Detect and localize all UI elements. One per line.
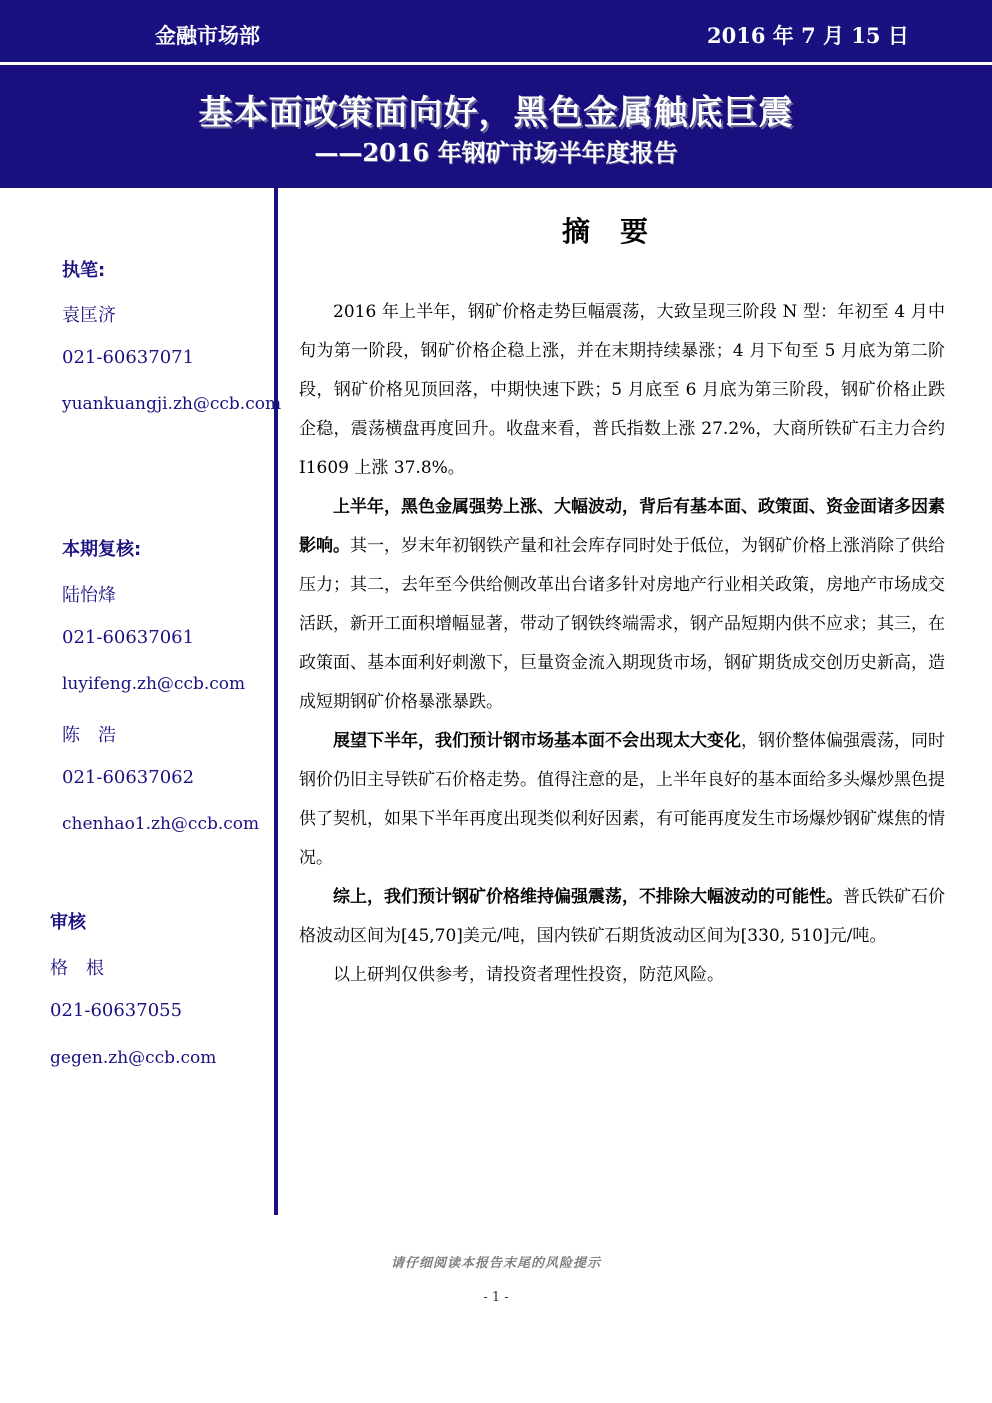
review-heading: 本期复核: <box>62 539 142 560</box>
page-number: - 1 - <box>483 1290 509 1305</box>
paragraph-3-lead: 展望下半年，我们预计钢市场基本面不会出现太大变化 <box>333 731 741 751</box>
paragraph-4-lead: 综上，我们预计钢矿价格维持偏强震荡，不排除大幅波动的可能性。 <box>333 887 843 907</box>
paragraph-2-text: 其一，岁末年初钢铁产量和社会库存同时处于低位，为钢矿价格上涨消除了供给压力；其二，去年至今供给侧改革出台诸多针对房地产行业相关政策，房地产市场成交活跃，新开工面积增幅显著，带动了钢铁终端需求，钢产品短期内供不应求；其三，在政策面、基本面利好刺激下，巨量资金流入期现货市场，钢矿期货成交创历史新高，造成短期钢矿价格暴涨暴跌。 <box>299 536 945 712</box>
reviewer2-email: chenhao1.zh@ccb.com <box>62 814 260 834</box>
report-subtitle: ——2016 年钢矿市场半年度报告 <box>314 138 678 167</box>
author-phone: 021-60637071 <box>62 347 195 368</box>
paragraph-3-text: ，钢价整体偏强震荡，同时钢价仍旧主导铁矿石价格走势。值得注意的是，上半年良好的基本面给多头爆炒黑色提供了契机，如果下半年再度出现类似利好因素，有可能再度发生市场爆炒钢矿煤焦的情况。 <box>299 731 945 868</box>
abstract-body <box>299 293 945 995</box>
audit-heading: 审核 <box>50 912 86 933</box>
paragraph-4 <box>299 878 945 956</box>
reviewer2-name: 陈 浩 <box>62 725 116 746</box>
author-email: yuankuangji.zh@ccb.com <box>62 394 282 414</box>
report-date: 2016 年 7 月 15 日 <box>707 23 909 48</box>
paragraph-1: 2016 年上半年，钢矿价格走势巨幅震荡，大致呈现三阶段 N 型：年初至 4 月中旬为第一阶段，钢矿价格企稳上涨，并在末期持续暴涨；4 月下旬至 5 月底为第二阶段，钢矿价格见顶回落，中期快速下跌；5 月底至 6 月底为第三阶段，钢矿价格止跌企稳，震荡横盘再度回升。收盘来看，普氏指数上涨 27.2%，大商所铁矿石主力合约 I1609 上涨 37.8%。 <box>299 302 945 478</box>
abstract-title: 摘要 <box>561 215 678 248</box>
paragraph-2-lead: 上半年，黑色金属强势上涨、大幅波动，背后有基本面、政策面、资金面诸多因素影响。 <box>299 497 945 556</box>
paragraph-2 <box>299 488 945 722</box>
reviewer2-phone: 021-60637062 <box>62 767 195 788</box>
paragraph-5: 以上研判仅供参考，请投资者理性投资，防范风险。 <box>333 965 724 985</box>
sidebar-divider <box>274 188 278 1215</box>
department-name: 金融市场部 <box>155 24 260 48</box>
author-name: 袁匡济 <box>62 305 116 326</box>
paragraph-4-text: 普氏铁矿石价格波动区间为[45,70]美元/吨，国内铁矿石期货波动区间为[330, 510]元/吨。 <box>299 887 945 946</box>
title-banner <box>0 62 992 188</box>
reviewer1-phone: 021-60637061 <box>62 627 195 648</box>
report-title: 基本面政策面向好，黑色金属触底巨震 <box>198 93 794 133</box>
auditor-name: 格 根 <box>50 958 104 979</box>
reviewer1-name: 陆怡烽 <box>62 585 116 606</box>
header <box>0 0 992 62</box>
risk-notice: 请仔细阅读本报告末尾的风险提示 <box>390 1256 601 1271</box>
author-heading: 执笔: <box>62 260 106 281</box>
paragraph-3 <box>299 722 945 878</box>
reviewer1-email: luyifeng.zh@ccb.com <box>62 674 246 694</box>
auditor-email: gegen.zh@ccb.com <box>50 1048 217 1068</box>
auditor-phone: 021-60637055 <box>50 1000 183 1021</box>
